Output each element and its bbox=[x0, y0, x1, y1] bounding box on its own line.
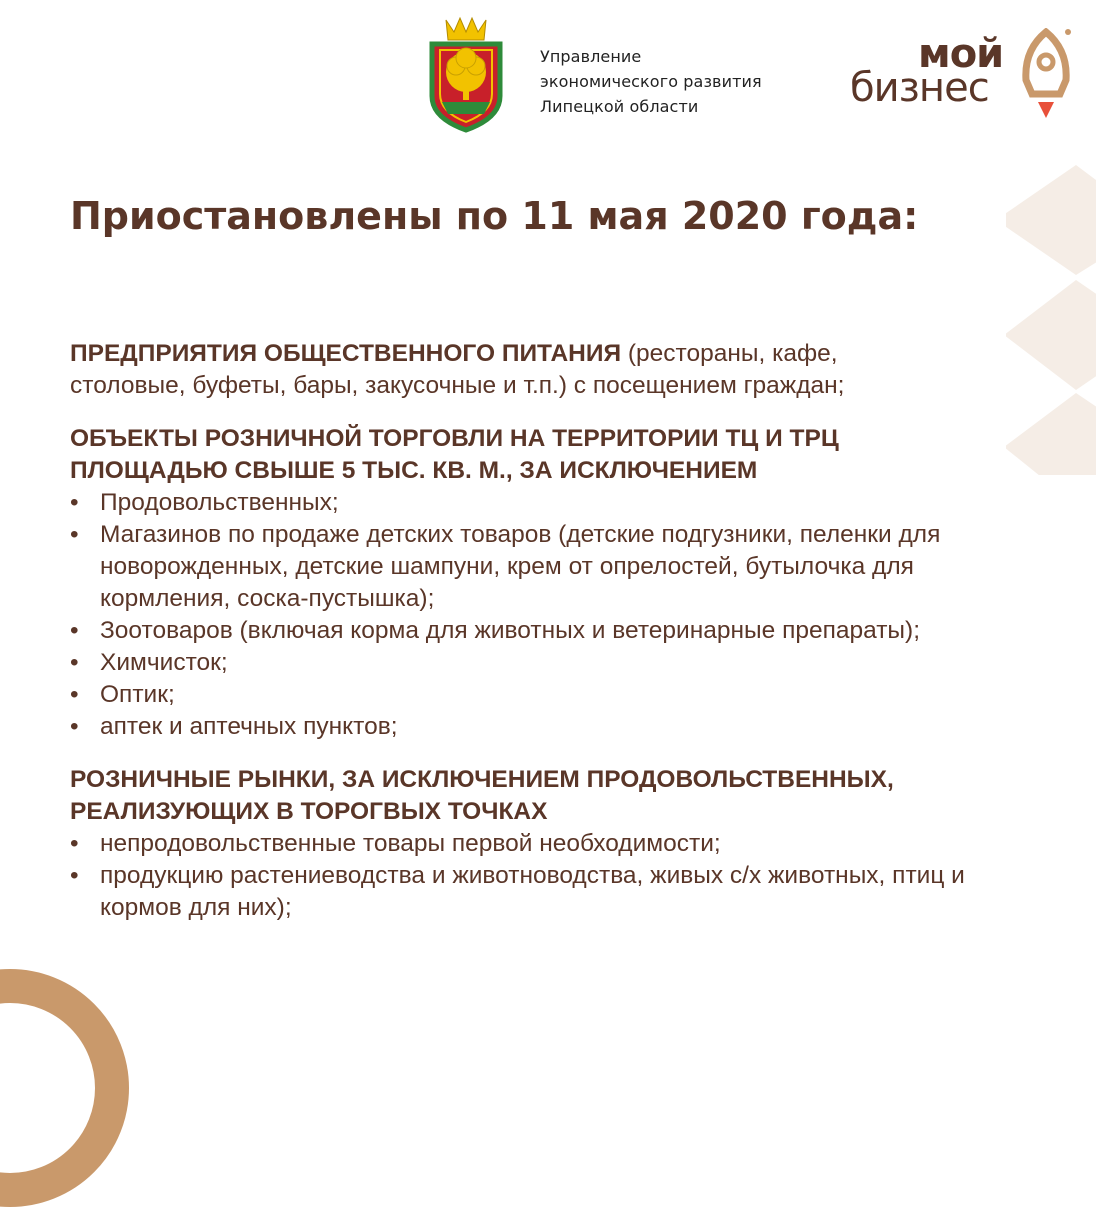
bullet-icon: • bbox=[70, 489, 79, 516]
section-retail bbox=[70, 423, 1050, 743]
section-markets bbox=[70, 764, 1050, 924]
list-item bbox=[70, 679, 1050, 711]
list-item-text: Магазинов по продаже детских товаров (детские подгузники, пеленки для новорожденных, детские шампуни, крем от опрелостей, бутылочка для кормления, соска-пустышка); bbox=[100, 521, 941, 612]
bullet-icon: • bbox=[70, 649, 79, 676]
section-heading: ПЛОЩАДЬЮ СВЫШЕ 5 ТЫС. КВ. М., ЗА ИСКЛЮЧЕНИЕМ bbox=[70, 457, 758, 484]
section-heading: РОЗНИЧНЫЕ РЫНКИ, ЗА ИСКЛЮЧЕНИЕМ ПРОДОВОЛЬСТВЕННЫХ, bbox=[70, 766, 894, 793]
content-body bbox=[70, 338, 1050, 945]
bullet-icon: • bbox=[70, 521, 79, 548]
org-line-3: Липецкой области bbox=[540, 97, 699, 116]
list-item bbox=[70, 487, 1050, 519]
section-text: (рестораны, кафе, bbox=[621, 340, 838, 367]
list-item-text: аптек и аптечных пунктов; bbox=[100, 713, 398, 740]
decorative-arc bbox=[0, 968, 130, 1208]
list-item bbox=[70, 519, 1050, 615]
coat-of-arms-emblem bbox=[418, 14, 514, 134]
section-heading: РЕАЛИЗУЮЩИХ В ТОРОГВЫХ ТОЧКАХ bbox=[70, 798, 548, 825]
list-item bbox=[70, 711, 1050, 743]
bullet-icon: • bbox=[70, 681, 79, 708]
list-item bbox=[70, 860, 1050, 924]
list-item-text: продукцию растениеводства и животноводства, живых с/х животных, птиц и кормов для них); bbox=[100, 862, 965, 921]
list-item-text: Химчисток; bbox=[100, 649, 228, 676]
bullet-icon: • bbox=[70, 862, 79, 889]
bullet-list bbox=[70, 828, 1050, 924]
section-heading: ПРЕДПРИЯТИЯ ОБЩЕСТВЕННОГО ПИТАНИЯ bbox=[70, 340, 622, 367]
org-line-1: Управление bbox=[540, 47, 642, 66]
moy-biznes-logo bbox=[850, 28, 1080, 123]
bullet-icon: • bbox=[70, 617, 79, 644]
list-item bbox=[70, 615, 1050, 647]
list-item-text: Оптик; bbox=[100, 681, 175, 708]
brand-word-1: мой bbox=[918, 31, 1004, 77]
brand-word-2: бизнес bbox=[850, 65, 989, 111]
section-catering bbox=[70, 338, 1050, 402]
page-title: Приостановлены по 11 мая 2020 года: bbox=[70, 194, 919, 238]
section-text: столовые, буфеты, бары, закусочные и т.п.) с посещением граждан; bbox=[70, 372, 845, 399]
bullet-icon: • bbox=[70, 830, 79, 857]
section-heading: ОБЪЕКТЫ РОЗНИЧНОЙ ТОРГОВЛИ НА ТЕРРИТОРИИ ТЦ И ТРЦ bbox=[70, 425, 839, 452]
list-item-text: Продовольственных; bbox=[100, 489, 339, 516]
list-item-text: Зоотоваров (включая корма для животных и ветеринарные препараты); bbox=[100, 617, 920, 644]
rocket-icon bbox=[1016, 28, 1076, 123]
bullet-list bbox=[70, 487, 1050, 743]
bullet-icon: • bbox=[70, 713, 79, 740]
organization-name bbox=[540, 44, 762, 119]
list-item-text: непродовольственные товары первой необходимости; bbox=[100, 830, 721, 857]
org-line-2: экономического развития bbox=[540, 72, 762, 91]
list-item bbox=[70, 828, 1050, 860]
list-item bbox=[70, 647, 1050, 679]
